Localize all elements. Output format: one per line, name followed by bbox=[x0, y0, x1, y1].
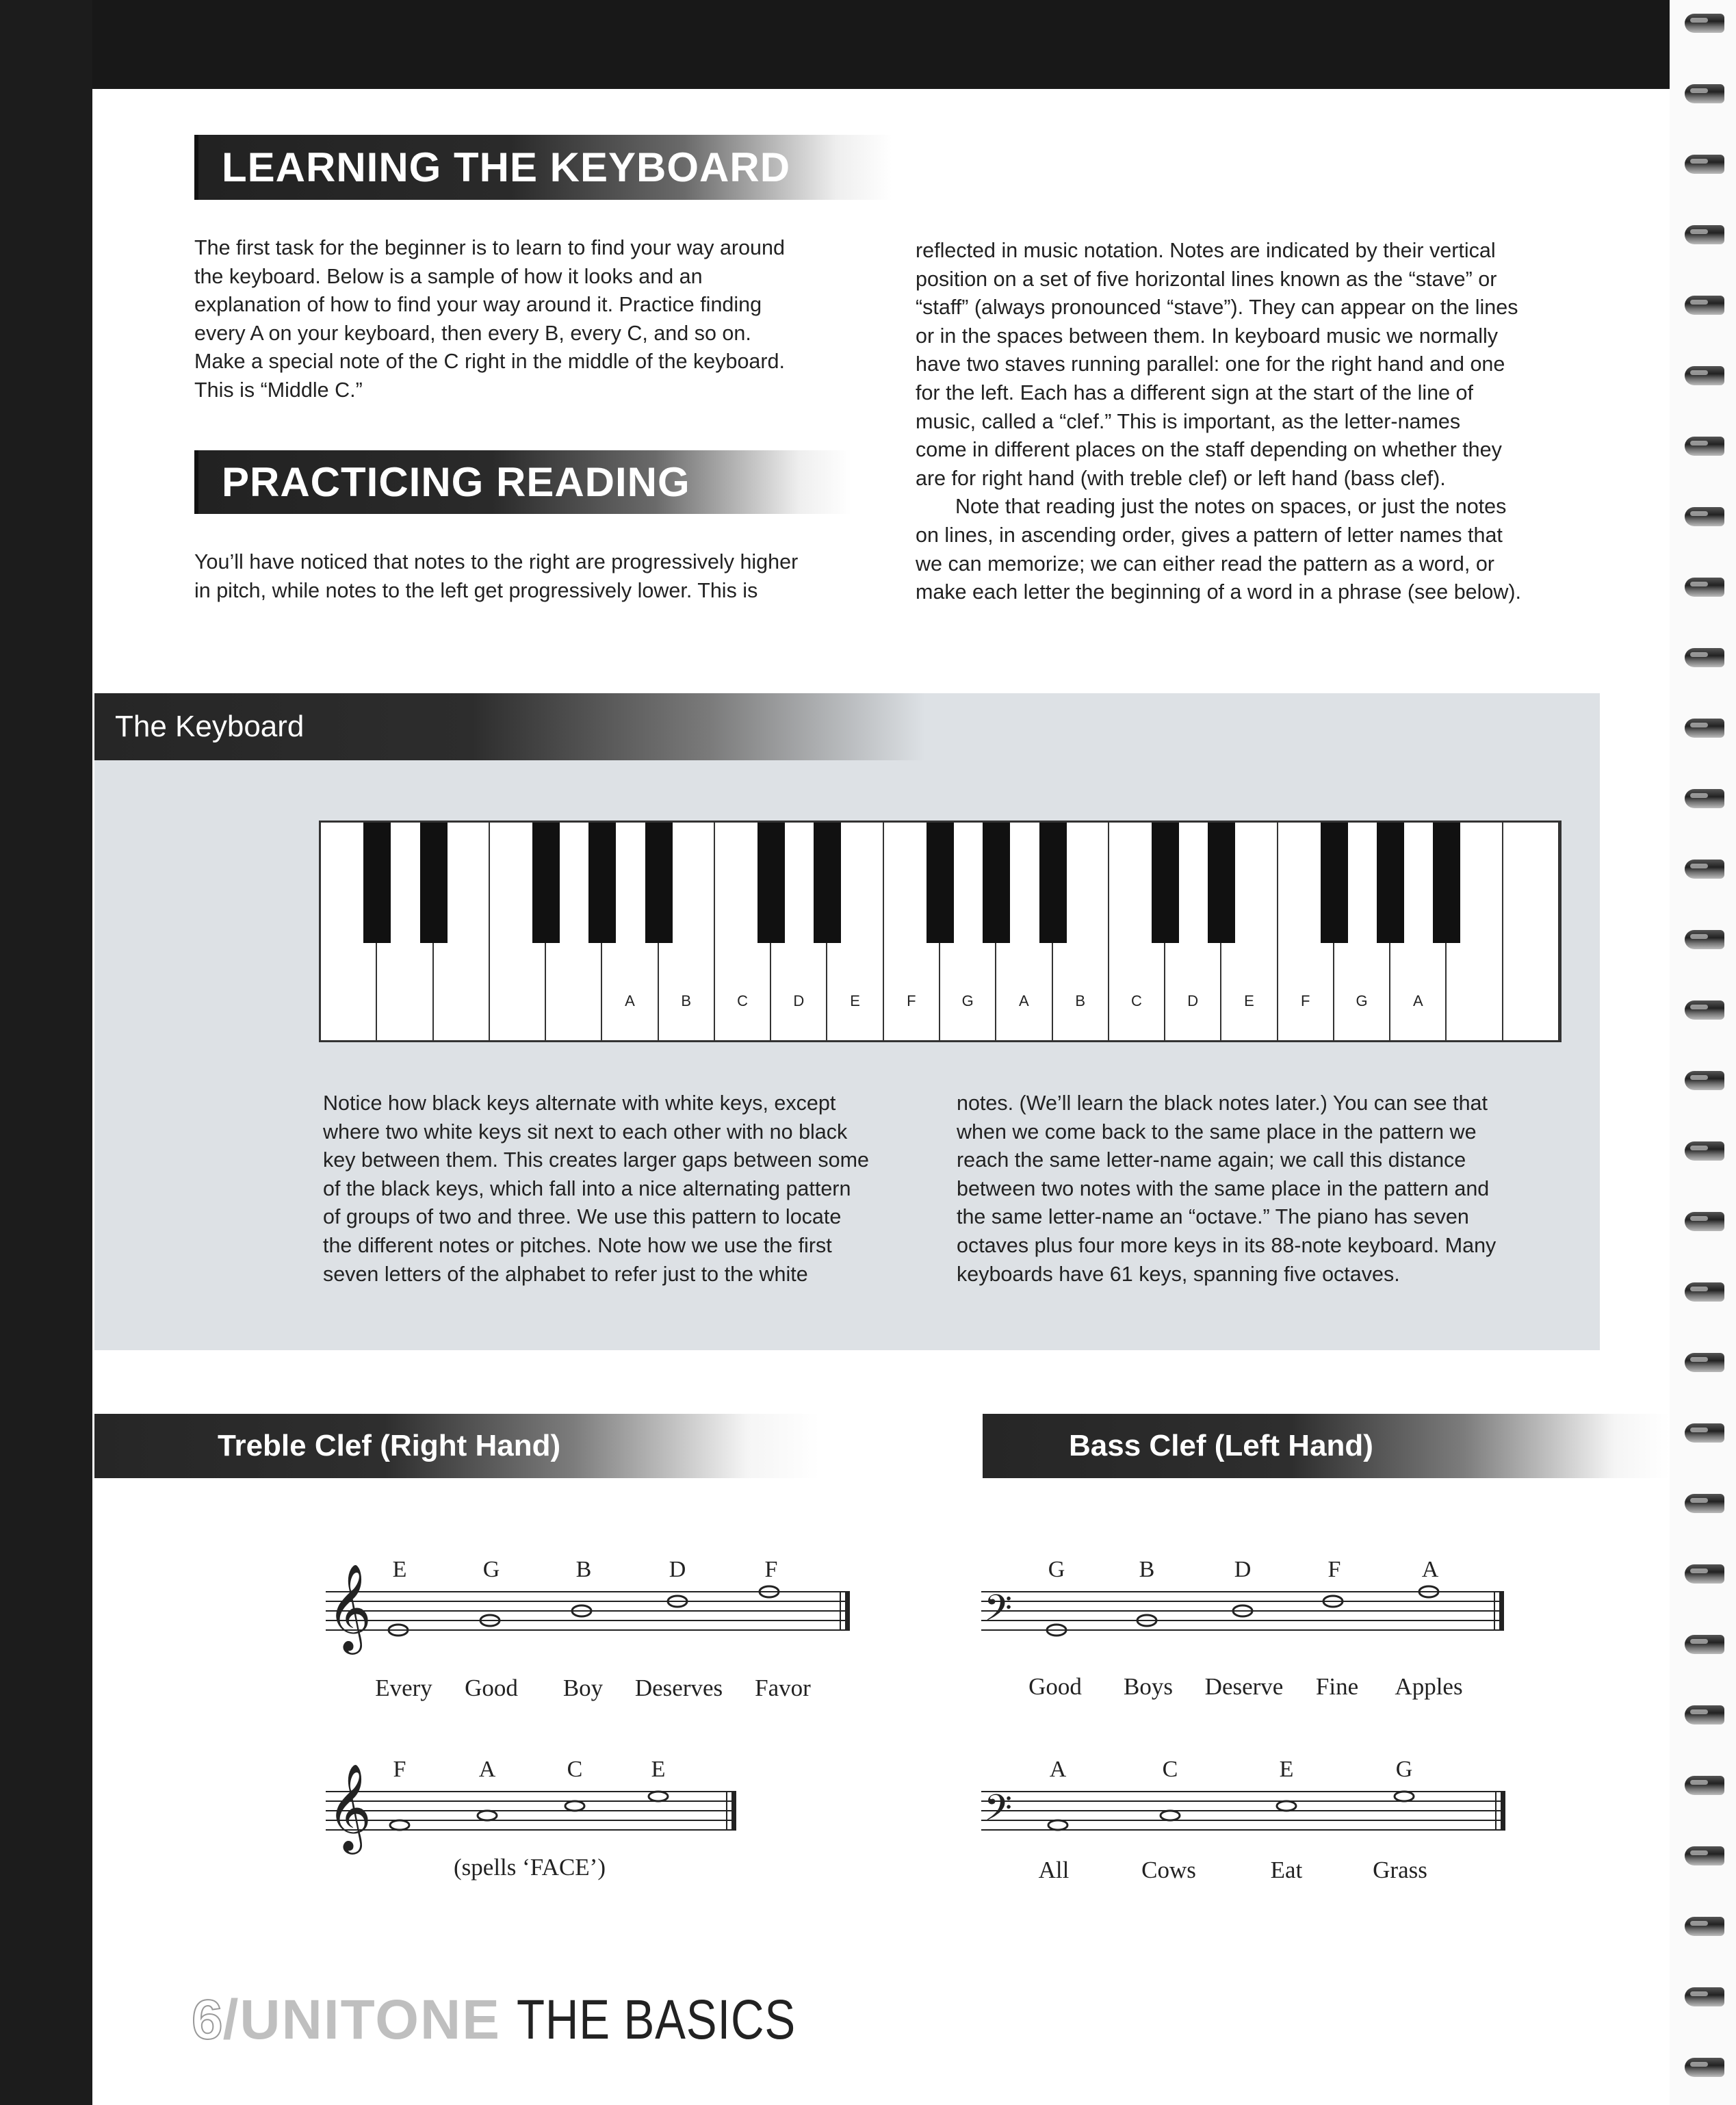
reading-line: “staff” (always pronounced “stave”). They can appear on the lines bbox=[916, 296, 1518, 320]
footer-slash: / bbox=[222, 1989, 240, 2051]
note-letter: E bbox=[392, 1557, 407, 1582]
note-a bbox=[1048, 1820, 1067, 1830]
intro-line: The first task for the beginner is to learn to find your way around bbox=[194, 236, 785, 259]
final-barline-thick bbox=[845, 1592, 850, 1630]
reading-line: Note that reading just the notes on spaces, or just the notes bbox=[955, 495, 1507, 519]
note-letter: F bbox=[764, 1557, 778, 1582]
white-key-label: A bbox=[1412, 992, 1423, 1009]
note-letter: E bbox=[1279, 1757, 1294, 1782]
piano-keyboard bbox=[319, 821, 1562, 1042]
black-key bbox=[532, 823, 560, 943]
note-letter: G bbox=[1395, 1757, 1413, 1782]
mnemonic-word: Boy bbox=[562, 1675, 604, 1701]
section-header-learning bbox=[194, 135, 892, 200]
spiral-coil bbox=[1685, 366, 1724, 385]
mnemonic-word: Fine bbox=[1315, 1673, 1359, 1700]
page-footer bbox=[192, 1986, 857, 2054]
spiral-coil bbox=[1685, 1423, 1724, 1443]
spiral-coil bbox=[1685, 1353, 1724, 1372]
keyboard-line: key between them. This creates larger gaps between some bbox=[323, 1148, 869, 1172]
mnemonic-word: All bbox=[1038, 1857, 1070, 1883]
staff-treble-lines bbox=[323, 1549, 857, 1709]
spiral-coil bbox=[1685, 578, 1724, 597]
spiral-coil bbox=[1685, 84, 1724, 103]
note-letter: F bbox=[1327, 1557, 1341, 1582]
note-letter: G bbox=[1048, 1557, 1065, 1582]
keyboard-paragraph-right bbox=[957, 1089, 1572, 1289]
reading-line: You’ll have noticed that notes to the right are progressively higher bbox=[194, 550, 799, 573]
treble-header-text: Treble Clef (Right Hand) bbox=[218, 1429, 561, 1462]
note-letter: A bbox=[1049, 1757, 1067, 1782]
section-header-practicing-text: PRACTICING READING bbox=[222, 459, 690, 505]
spiral-coil bbox=[1685, 789, 1724, 808]
note-e bbox=[649, 1792, 668, 1801]
reading-line: have two staves running parallel: one for the right hand and one bbox=[916, 352, 1505, 376]
white-key-label: F bbox=[907, 992, 916, 1009]
keyboard-line: the different notes or pitches. Note how we use the first bbox=[323, 1233, 832, 1257]
reading-line: music, called a “clef.” This is important, as the letter-names bbox=[916, 409, 1461, 433]
black-key bbox=[757, 823, 785, 943]
note-letter: G bbox=[482, 1557, 500, 1582]
white-key bbox=[1503, 823, 1559, 1040]
keyboard-line: octaves plus four more keys in its 88-note keyboard. Many bbox=[957, 1233, 1497, 1257]
keyboard-line: when we come back to the same place in the pattern we bbox=[957, 1120, 1477, 1144]
mnemonic-word: Eat bbox=[1270, 1857, 1303, 1883]
note-letter: B bbox=[1139, 1557, 1155, 1582]
white-key-label: F bbox=[1301, 992, 1310, 1009]
keyboard-header bbox=[94, 693, 1039, 760]
white-key-label: E bbox=[850, 992, 860, 1009]
spiral-coil bbox=[1685, 296, 1724, 315]
note-letter: C bbox=[1162, 1757, 1178, 1782]
white-key-label: G bbox=[1356, 992, 1368, 1009]
section-header-practicing bbox=[194, 450, 851, 514]
spiral-coil bbox=[1685, 1000, 1724, 1020]
note-a bbox=[478, 1811, 497, 1820]
spiral-coil bbox=[1685, 1846, 1724, 1865]
white-key-label: D bbox=[793, 992, 805, 1009]
note-e bbox=[1277, 1801, 1296, 1811]
treble-clef-icon: 𝄞 bbox=[327, 1763, 372, 1850]
spiral-coil bbox=[1685, 437, 1724, 456]
black-key bbox=[1039, 823, 1067, 943]
keyboard-line: of groups of two and three. We use this pattern to locate bbox=[323, 1205, 842, 1229]
white-key-label: G bbox=[961, 992, 974, 1009]
section-header-learning-text: LEARNING THE KEYBOARD bbox=[222, 144, 791, 190]
spiral-coil bbox=[1685, 1564, 1724, 1584]
reading-line: come in different places on the staff depending on whether they bbox=[916, 438, 1502, 462]
staff-treble-spaces bbox=[323, 1749, 747, 1893]
treble-header bbox=[94, 1414, 820, 1478]
spiral-coil bbox=[1685, 1282, 1724, 1302]
intro-line: every A on your keyboard, then every B, every C, and so on. bbox=[194, 321, 751, 345]
spiral-coil bbox=[1685, 719, 1724, 738]
mnemonic-word: Cows bbox=[1141, 1857, 1196, 1883]
keyboard-line: reach the same letter-name again; we call this distance bbox=[957, 1148, 1466, 1172]
keyboard-line: where two white keys sit next to each other with no black bbox=[323, 1120, 848, 1144]
spiral-coil bbox=[1685, 1071, 1724, 1090]
mnemonic-word: Every bbox=[375, 1675, 432, 1701]
mnemonic-word: Boys bbox=[1124, 1673, 1173, 1700]
keyboard-line: of the black keys, which fall into a nice alternating pattern bbox=[323, 1176, 851, 1200]
final-barline-thick bbox=[1501, 1792, 1505, 1830]
note-g bbox=[1395, 1792, 1414, 1801]
black-key bbox=[420, 823, 448, 943]
note-c bbox=[565, 1801, 584, 1811]
white-key-label: D bbox=[1187, 992, 1199, 1009]
keyboard-line: Notice how black keys alternate with white keys, except bbox=[323, 1092, 836, 1115]
mnemonic-word: Apples bbox=[1395, 1673, 1463, 1700]
reading-line: position on a set of five horizontal lines known as the “stave” or bbox=[916, 267, 1497, 291]
spiral-coil bbox=[1685, 1987, 1724, 2006]
black-key bbox=[1152, 823, 1179, 943]
spiral-coil bbox=[1685, 225, 1724, 244]
white-key-label: A bbox=[625, 992, 635, 1009]
treble-clef-icon: 𝄞 bbox=[327, 1563, 372, 1651]
bass-header-text: Bass Clef (Left Hand) bbox=[1069, 1429, 1373, 1462]
note-letter: F bbox=[393, 1757, 406, 1782]
spiral-coil bbox=[1685, 1917, 1724, 1936]
intro-line: explanation of how to find your way around it. Practice finding bbox=[194, 293, 762, 317]
spiral-coil bbox=[1685, 930, 1724, 949]
spiral-coil bbox=[1685, 1141, 1724, 1161]
black-key bbox=[1433, 823, 1460, 943]
mnemonic-word: Good bbox=[465, 1675, 518, 1701]
spiral-coil bbox=[1685, 14, 1724, 33]
reading-line: we can memorize; we can either read the pattern as a word, or bbox=[916, 552, 1494, 576]
black-key bbox=[927, 823, 954, 943]
chapter-title: THE BASICS bbox=[516, 1989, 796, 2051]
reading-line: in pitch, while notes to the left get progressively lower. This is bbox=[194, 578, 758, 602]
staff-bass-spaces bbox=[979, 1749, 1512, 1893]
keyboard-line: between two notes with the same place in the pattern and bbox=[957, 1176, 1490, 1200]
face-caption: (spells ‘FACE’) bbox=[454, 1854, 606, 1881]
white-key-label: B bbox=[681, 992, 692, 1009]
intro-line: This is “Middle C.” bbox=[194, 378, 363, 402]
white-key-label: C bbox=[737, 992, 748, 1009]
reading-line: or in the spaces between them. In keyboard music we normally bbox=[916, 324, 1499, 348]
white-key-label: A bbox=[1019, 992, 1029, 1009]
unit-title: UNITONE bbox=[239, 1989, 501, 2051]
mnemonic-word: Good bbox=[1028, 1673, 1082, 1700]
black-key bbox=[588, 823, 616, 943]
note-letter: E bbox=[651, 1757, 666, 1782]
keyboard-paragraph-left bbox=[323, 1089, 939, 1289]
note-f bbox=[390, 1820, 409, 1830]
note-letter: C bbox=[567, 1757, 583, 1782]
spiral-coil bbox=[1685, 507, 1724, 526]
white-key-label: B bbox=[1075, 992, 1085, 1009]
keyboard-line: the same letter-name an “octave.” The piano has seven bbox=[957, 1205, 1469, 1229]
note-letter: D bbox=[1234, 1557, 1252, 1582]
black-key bbox=[363, 823, 391, 943]
intro-paragraph bbox=[194, 234, 885, 405]
note-c bbox=[1161, 1811, 1180, 1820]
keyboard-line: keyboards have 61 keys, spanning five octaves. bbox=[957, 1262, 1400, 1286]
mnemonic-word: Deserve bbox=[1204, 1673, 1284, 1700]
spiral-coil bbox=[1685, 1776, 1724, 1795]
black-key bbox=[1321, 823, 1348, 943]
reading-paragraph-left bbox=[194, 548, 892, 605]
black-key bbox=[1208, 823, 1235, 943]
mnemonic-word: Grass bbox=[1373, 1857, 1427, 1883]
spiral-coil bbox=[1685, 1494, 1724, 1513]
page-top-edge bbox=[0, 0, 1736, 89]
reading-line: for the left. Each has a different sign at the start of the line of bbox=[916, 380, 1473, 404]
page-number: 6 bbox=[192, 1989, 223, 2051]
reading-line: make each letter the beginning of a word in a phrase (see below). bbox=[916, 580, 1522, 604]
reading-paragraph-right bbox=[916, 237, 1607, 607]
white-key-label: C bbox=[1131, 992, 1142, 1009]
spiral-coil bbox=[1685, 860, 1724, 879]
keyboard-line: seven letters of the alphabet to refer just to the white bbox=[323, 1262, 808, 1286]
mnemonic-word: Deserves bbox=[634, 1675, 723, 1701]
black-key bbox=[983, 823, 1010, 943]
black-key bbox=[1377, 823, 1404, 943]
page-left-edge bbox=[0, 0, 92, 2105]
staff-lines bbox=[981, 1792, 1505, 1830]
keyboard-line: notes. (We’ll learn the black notes later.) You can see that bbox=[957, 1092, 1488, 1115]
reading-line: on lines, in ascending order, gives a pattern of letter names that bbox=[916, 523, 1503, 547]
spiral-coil bbox=[1685, 2058, 1724, 2077]
intro-line: Make a special note of the C right in the middle of the keyboard. bbox=[194, 350, 785, 374]
white-key-label: E bbox=[1244, 992, 1254, 1009]
bass-clef-icon: 𝄢 bbox=[984, 1787, 1013, 1838]
spiral-coil bbox=[1685, 155, 1724, 174]
note-letter: A bbox=[1421, 1557, 1439, 1582]
staff-lines bbox=[326, 1792, 736, 1830]
intro-line: the keyboard. Below is a sample of how it looks and an bbox=[194, 264, 703, 288]
bass-clef-icon: 𝄢 bbox=[984, 1588, 1013, 1638]
spiral-coil bbox=[1685, 1212, 1724, 1231]
spiral-coil bbox=[1685, 648, 1724, 667]
final-barline-thick bbox=[1499, 1592, 1504, 1630]
reading-line: reflected in music notation. Notes are indicated by their vertical bbox=[916, 239, 1496, 262]
spiral-coil bbox=[1685, 1705, 1724, 1725]
reading-line: are for right hand (with treble clef) or left hand (bass clef). bbox=[916, 466, 1446, 490]
spiral-coil bbox=[1685, 1635, 1724, 1654]
note-letter: A bbox=[478, 1757, 496, 1782]
black-key bbox=[645, 823, 673, 943]
black-key bbox=[814, 823, 841, 943]
keyboard-header-text: The Keyboard bbox=[115, 710, 305, 743]
note-letter: D bbox=[669, 1557, 686, 1582]
note-letter: B bbox=[575, 1557, 592, 1582]
mnemonic-word: Favor bbox=[755, 1675, 811, 1701]
final-barline-thick bbox=[731, 1792, 736, 1830]
bass-header bbox=[983, 1414, 1670, 1478]
staff-bass-lines bbox=[979, 1549, 1512, 1709]
